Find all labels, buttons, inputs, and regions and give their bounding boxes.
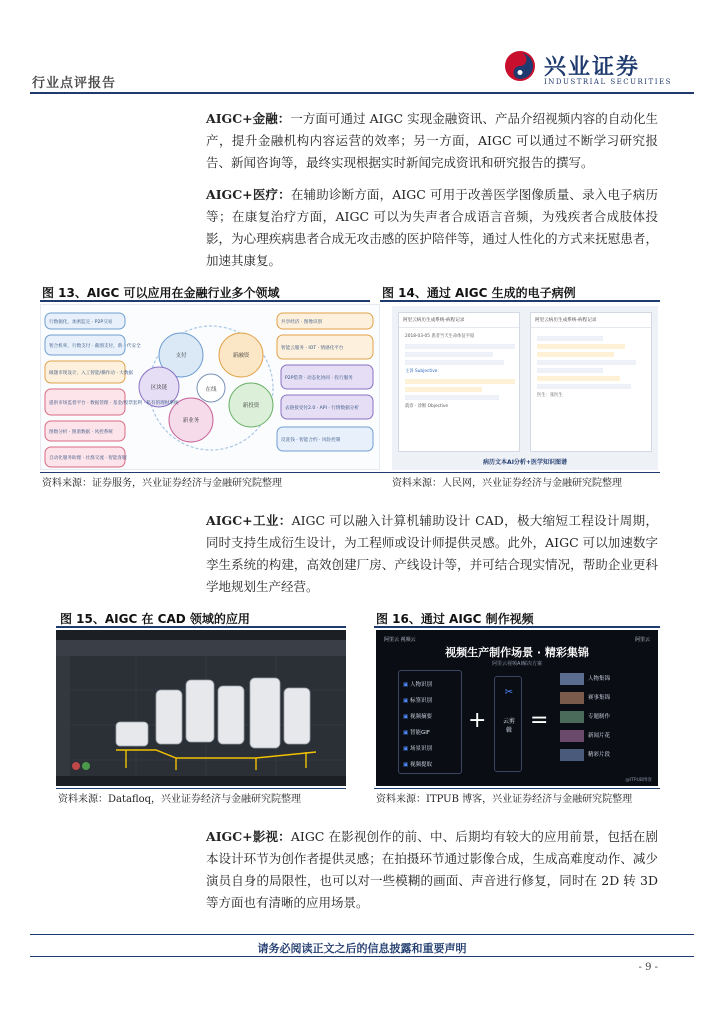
figure-14-title: 图 14、通过 AIGC 生成的电子病例 xyxy=(382,286,576,300)
video-input-item: ▣ 标签识别 xyxy=(403,698,432,704)
emr-sample-line: 2018-03-05 患者当天生命体征平稳 xyxy=(405,334,475,339)
video-slide-subtitle: 阿里云视频AI解决方案 xyxy=(492,661,542,667)
paragraph-finance xyxy=(206,108,658,174)
figure-14-source-divider xyxy=(380,472,660,473)
finance-right-label: 智能云服务 · IOT · 情感化平台 xyxy=(281,346,344,351)
emr-caption: 病历文本AI分析+医学知识图谱 xyxy=(483,459,567,466)
video-input-list xyxy=(398,670,462,774)
figure-16-source-divider xyxy=(374,788,660,789)
figure-15-source-divider xyxy=(56,788,346,789)
scissors-icon: ✂ xyxy=(504,687,514,698)
video-input-item: ▣ 智能GIF xyxy=(403,730,431,736)
figure-13-title-underline xyxy=(40,300,370,302)
video-output-item: 精彩片段 xyxy=(560,746,650,765)
paragraph-finance-body: 一方面可通过 AIGC 实现金融资讯、产品介绍视频内容的自动化生产，提升金融机构内容运营的效率；另一方面，AIGC 可以通过不断学习研究报告、新闻咨询等，最终实现根据实时新闻完成资讯和研究报告的撰写。 xyxy=(206,111,658,170)
figure-13-source: 资料来源：证券服务，兴业证券经济与金融研究院整理 xyxy=(42,478,282,489)
report-type-label: 行业点评报告 xyxy=(32,76,117,91)
figure-16-title: 图 16、通过 AIGC 制作视频 xyxy=(376,612,534,626)
finance-right-label: 反洗钱 · 智能合约 · 风险控制 xyxy=(281,438,341,443)
footer-divider-top xyxy=(30,934,694,935)
figure-15-title-underline xyxy=(56,626,346,628)
logo-english-name: INDUSTRIAL SECURITIES xyxy=(544,78,672,86)
figure-14-title-underline xyxy=(380,300,660,302)
finance-right-label: 去链接受付2.0 · API · 行情数据分析 xyxy=(285,406,359,411)
figure-15-image xyxy=(56,630,346,786)
figure-14-source: 资料来源：人民网，兴业证券经济与金融研究院整理 xyxy=(392,478,622,489)
finance-center-label: 新业务 xyxy=(182,418,200,424)
plus-icon: + xyxy=(468,708,487,733)
finance-right-label: 共享经济 · 图像识别 xyxy=(281,320,323,325)
emr-left-panel xyxy=(398,312,520,452)
equals-icon: = xyxy=(530,708,549,733)
finance-left-label: 行数据化，加密监定 · P2P交易 xyxy=(49,320,113,325)
paragraph-finance-lead: AIGC+金融： xyxy=(206,111,291,126)
video-input-item: ▣ 视频摘要 xyxy=(403,714,432,720)
emr-right-panel-title: 阿里云病历生成系统-病程记录 xyxy=(531,313,651,328)
finance-right-label: P2P借贷 · 动态化协同 · 投行服务 xyxy=(285,376,353,381)
page-number: - 9 - xyxy=(638,962,658,973)
logo-chinese-name: 兴业证券 xyxy=(544,55,641,80)
finance-left-label: 自动化服务助理 · 社群交流 · 智能客服 xyxy=(49,456,127,461)
video-slide-title: 视频生产制作场景 · 精彩集锦 xyxy=(445,646,589,659)
figure-15-source: 资料来源：Datafloq，兴业证券经济与金融研究院整理 xyxy=(58,794,302,805)
figure-13-image xyxy=(40,304,380,470)
paragraph-film xyxy=(206,826,658,914)
emr-right-panel xyxy=(530,312,652,452)
finance-left-label: 做题市现设计，入工智能/操作动 · 大数据 xyxy=(49,371,134,376)
video-input-item: ▣ 场景识别 xyxy=(403,746,432,752)
finance-left-label: 提供市场监督平台 · 数据管理 · 基金/股票套利 · 私有的理财系统 xyxy=(49,401,179,406)
cloud-editing-box xyxy=(494,676,522,772)
paragraph-industry xyxy=(206,510,658,598)
finance-center-label: 区块链 xyxy=(150,385,168,391)
video-output-item: 专题制作 xyxy=(560,708,650,727)
paragraph-medical-body: 在辅助诊断方面，AIGC 可用于改善医学图像质量、录入电子病历等；在康复治疗方面，AIGC 可以为失声者合成语言音频，为残疾者合成肢体投影，为心理疾病患者合成无攻击感的医护陪伴等，通过人性化的方式来抚慰患者，加速其康复。 xyxy=(206,187,658,268)
video-input-item: ▣ 视频提取 xyxy=(403,762,432,768)
paragraph-film-lead: AIGC+影视： xyxy=(206,829,291,844)
finance-center-label: 新投资 xyxy=(242,403,260,409)
finance-center-label: 新融资 xyxy=(232,353,250,359)
emr-left-panel-title: 阿里云病历生成系统-病程记录 xyxy=(399,313,519,328)
logo-mark-icon xyxy=(504,50,536,82)
cloud-editing-label: 云剪辑 xyxy=(503,718,516,734)
figure-14-image xyxy=(392,306,658,470)
video-input-item: ▣ 人物识别 xyxy=(403,682,432,688)
emr-sample-line: 主诉 Subjective： xyxy=(405,369,442,374)
figure-16-source: 资料来源：ITPUB 博客，兴业证券经济与金融研究院整理 xyxy=(376,794,633,805)
video-logo-left: 阿里云 视频云 xyxy=(384,637,416,643)
cad-screenshot xyxy=(56,630,346,786)
paragraph-medical xyxy=(206,184,658,272)
paragraph-industry-lead: AIGC+工业： xyxy=(206,513,292,528)
finance-diagram xyxy=(41,305,380,470)
emr-sample-line: 医生：张医生 xyxy=(537,393,563,398)
finance-center-label: 支付 xyxy=(175,353,187,359)
figure-13-title: 图 13、AIGC 可以应用在金融行业多个领域 xyxy=(42,286,280,300)
paragraph-film-body: AIGC 在影视创作的前、中、后期均有较大的应用前景，包括在剧本设计环节为创作者提供灵感；在拍摄环节通过影像合成，生成高难度动作、减少演员自身的局限性，也可以对一些模糊的画面、声音进行修复，同时在 2D 转 3D 等方面也有清晰的应用场景。 xyxy=(206,829,658,910)
finance-left-label: 图数分析 · 图谱数据 · 风控系统 xyxy=(49,430,113,435)
video-output-item: 人物集锦 xyxy=(560,670,650,689)
footer-divider-bottom xyxy=(30,956,694,957)
figure-13-source-divider xyxy=(40,472,380,473)
video-output-item: 新闻片花 xyxy=(560,727,650,746)
figure-16-title-underline xyxy=(374,626,660,628)
header-divider xyxy=(30,92,694,94)
finance-left-label: 智合机率，行数支付 · 截图支付，新一代安全 xyxy=(49,344,141,349)
paragraph-industry-body: AIGC 可以融入计算机辅助设计 CAD，极大缩短工程设计周期，同时支持生成衍生设计，为工程师或设计师提供灵感。此外，AIGC 可以加速数字孪生系统的构建，高效创建厂房、产线设计等，并可结合现实情况，帮助企业更科学地规划生产经营。 xyxy=(206,513,658,594)
finance-center-label: 在线 xyxy=(205,387,217,393)
video-logo-right: 阿里云 xyxy=(634,637,650,643)
emr-sample-line: 就诊 · 诊断 Objective xyxy=(405,404,449,409)
figure-16-image xyxy=(376,630,658,786)
video-output-item: 赛事集锦 xyxy=(560,689,650,708)
video-output-list xyxy=(560,670,650,774)
footer-disclaimer: 请务必阅读正文之后的信息披露和重要声明 xyxy=(257,942,467,955)
figure-15-title: 图 15、AIGC 在 CAD 领域的应用 xyxy=(60,612,250,626)
paragraph-medical-lead: AIGC+医疗： xyxy=(206,187,291,202)
video-watermark: @ITPUB博客 xyxy=(625,778,652,783)
company-logo xyxy=(504,50,674,90)
